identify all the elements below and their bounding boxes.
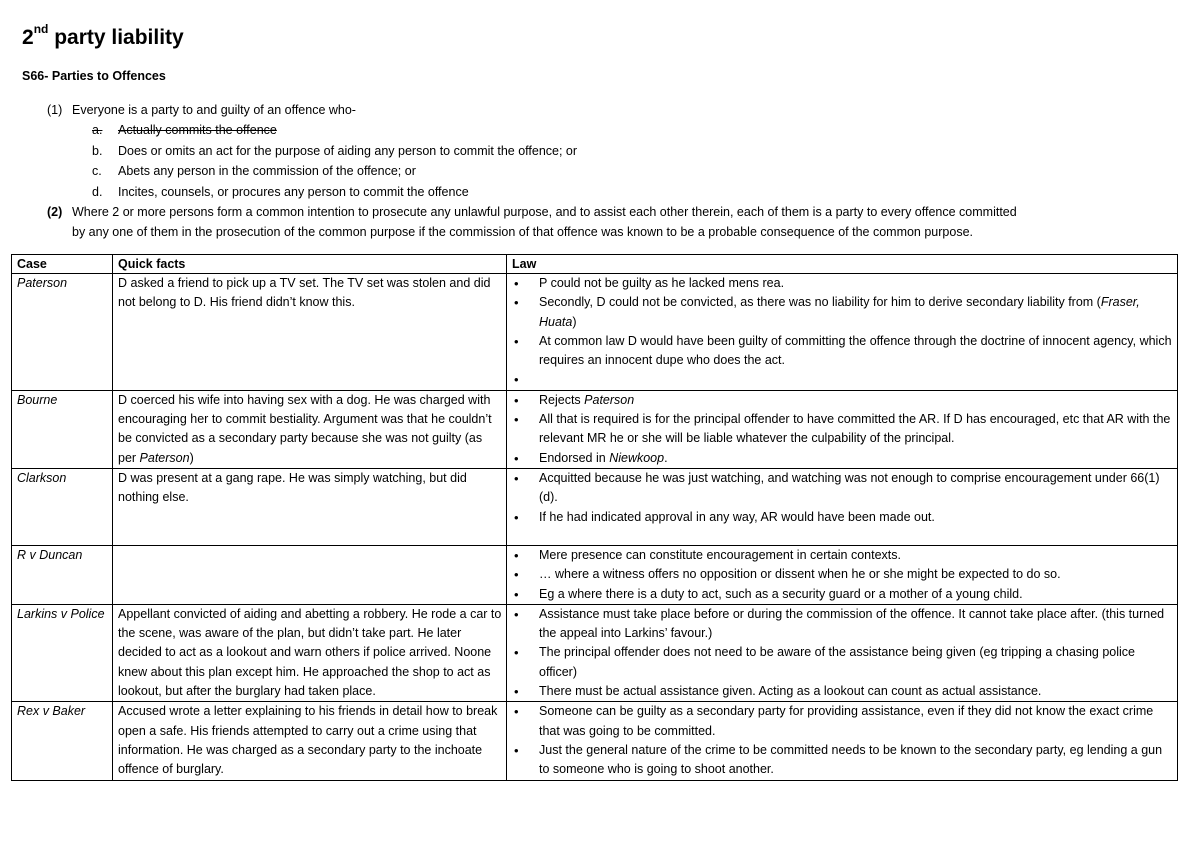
case-law xyxy=(507,604,1178,701)
law-point xyxy=(539,293,1173,332)
sub-item-text: Actually commits the offence xyxy=(118,123,277,138)
case-law xyxy=(507,468,1178,545)
table-row xyxy=(12,274,1178,391)
facts-text: ) xyxy=(189,450,194,465)
table-row xyxy=(12,604,1178,701)
sub-item-letter: a. xyxy=(92,123,103,138)
law-text: Secondly, D could not be convicted, as there was no liability for him to derive secondary liability from ( xyxy=(539,295,1101,310)
statute-item-2-continued xyxy=(22,222,1182,242)
case-facts: Appellant convicted of aiding and abetting a robbery. He rode a car to the scene, was aware of the plan, but didn’t take part. He later decided to act as a lookout and warn others if police arrived. Noone knew about this plan except him. He approached the shop to act as lookout, but after the burglary had taken place. xyxy=(113,604,507,701)
item-text-line-2: by any one of them in the prosecution of the common purpose if the commission of that offence was known to be a probable consequence of the common purpose. xyxy=(72,225,974,240)
law-point: • At common law D would have been guilty of committing the offence through the doctrine of innocent agency, which requires an innocent dupe who does the act. xyxy=(539,332,1173,371)
header-case: Case xyxy=(12,255,113,274)
table-header-row xyxy=(12,255,1178,274)
case-name: Paterson xyxy=(12,274,113,391)
case-citation: Fraser, Huata xyxy=(539,295,1140,329)
title-number: 2 xyxy=(22,26,34,49)
item-number: (1) xyxy=(47,103,63,117)
law-point xyxy=(539,449,1173,468)
page-title xyxy=(22,22,184,50)
law-point: • … where a witness offers no opposition or dissent when he or she might be expected to do so. xyxy=(539,565,1173,584)
case-law xyxy=(507,545,1178,604)
title-text: party liability xyxy=(48,26,184,49)
case-law xyxy=(507,702,1178,780)
sub-item-letter: c. xyxy=(92,164,102,179)
law-point: • If he had indicated approval in any way, AR would have been made out. xyxy=(539,508,1173,527)
law-point-empty xyxy=(539,370,1173,389)
header-quick-facts: Quick facts xyxy=(113,255,507,274)
case-facts: D asked a friend to pick up a TV set. The TV set was stolen and did not belong to D. His friend didn’t know this. xyxy=(113,274,507,391)
law-point: • Someone can be guilty as a secondary party for providing assistance, even if they did not know the exact crime that was going to be committed. xyxy=(539,702,1173,741)
item-number: (2) xyxy=(47,204,63,219)
table-row xyxy=(12,468,1178,545)
case-facts: D was present at a gang rape. He was simply watching, but did nothing else. xyxy=(113,468,507,545)
sub-item-text: Abets any person in the commission of the offence; or xyxy=(118,164,416,179)
case-name: Larkins v Police xyxy=(12,604,113,701)
statute-item-2 xyxy=(22,202,1182,222)
facts-text: D coerced his wife into having sex with a dog. He was charged with encouraging her to commit bestiality. Argument was that he couldn’t be convicted as a secondary party because she was not guilty (as per xyxy=(118,392,492,465)
case-facts: Accused wrote a letter explaining to his friends in detail how to break open a safe. His friends attempted to carry out a crime using that information. He was charged as a secondary party to the inchoate offence of burglary. xyxy=(113,702,507,780)
sub-item-d xyxy=(22,182,1182,202)
law-point: • P could not be guilty as he lacked mens rea. xyxy=(539,274,1173,293)
statute-item-1 xyxy=(22,100,1182,120)
case-citation: Niewkoop xyxy=(609,450,665,465)
law-point: • Assistance must take place before or during the commission of the offence. It cannot take place after. (this turned the appeal into Larkins’ favour.) xyxy=(539,605,1173,644)
header-law: Law xyxy=(507,255,1178,274)
law-point: • There must be actual assistance given. Acting as a lookout can count as actual assistance. xyxy=(539,682,1173,701)
sub-item-a xyxy=(22,120,1182,140)
case-facts xyxy=(113,545,507,604)
item-text: Everyone is a party to and guilty of an offence who- xyxy=(72,103,356,117)
table-row xyxy=(12,702,1178,780)
law-point: • Acquitted because he was just watching, and watching was not enough to comprise encouragement under 66(1)(d). xyxy=(539,469,1173,508)
law-text: Rejects xyxy=(539,392,585,407)
law-point: • Mere presence can constitute encouragement in certain contexts. xyxy=(539,546,1173,565)
sub-item-letter: b. xyxy=(92,143,103,158)
sub-item-text: Does or omits an act for the purpose of aiding any person to commit the offence; or xyxy=(118,143,578,158)
section-subheading: S66- Parties to Offences xyxy=(22,69,166,83)
case-law xyxy=(507,390,1178,468)
case-name: R v Duncan xyxy=(12,545,113,604)
law-point: • The principal offender does not need to be aware of the assistance being given (eg tripping a chasing police officer) xyxy=(539,643,1173,682)
sub-item-b xyxy=(22,141,1182,161)
sub-item-text: Incites, counsels, or procures any person to commit the offence xyxy=(118,184,469,199)
case-name: Rex v Baker xyxy=(12,702,113,780)
case-facts xyxy=(113,390,507,468)
law-point: • All that is required is for the principal offender to have committed the AR. If D has encouraged, etc that AR with the relevant MR he or she will be liable whatever the culpability of the principal. xyxy=(539,410,1173,449)
law-point xyxy=(539,391,1173,410)
case-name: Bourne xyxy=(12,390,113,468)
title-superscript: nd xyxy=(33,22,49,36)
table-row xyxy=(12,390,1178,468)
law-text: Endorsed in xyxy=(539,450,610,465)
statute-list xyxy=(22,100,1182,243)
case-name: Clarkson xyxy=(12,468,113,545)
case-law xyxy=(507,274,1178,391)
sub-item-c xyxy=(22,161,1182,181)
sub-item-letter: d. xyxy=(92,184,103,199)
item-text-line-1: Where 2 or more persons form a common intention to prosecute any unlawful purpose, and to assist each other therein, each of them is a party to every offence committed xyxy=(72,204,1017,219)
law-point: • Just the general nature of the crime to be committed needs to be known to the secondary party, eg lending a gun to someone who is going to shoot another. xyxy=(539,741,1173,780)
law-point: • Eg a where there is a duty to act, such as a security guard or a mother of a young child. xyxy=(539,585,1173,604)
case-citation: Paterson xyxy=(139,450,190,465)
case-table xyxy=(11,254,1178,781)
case-citation: Paterson xyxy=(584,392,635,407)
law-text: ) xyxy=(572,314,577,329)
table-row xyxy=(12,545,1178,604)
law-text: . xyxy=(664,450,668,465)
